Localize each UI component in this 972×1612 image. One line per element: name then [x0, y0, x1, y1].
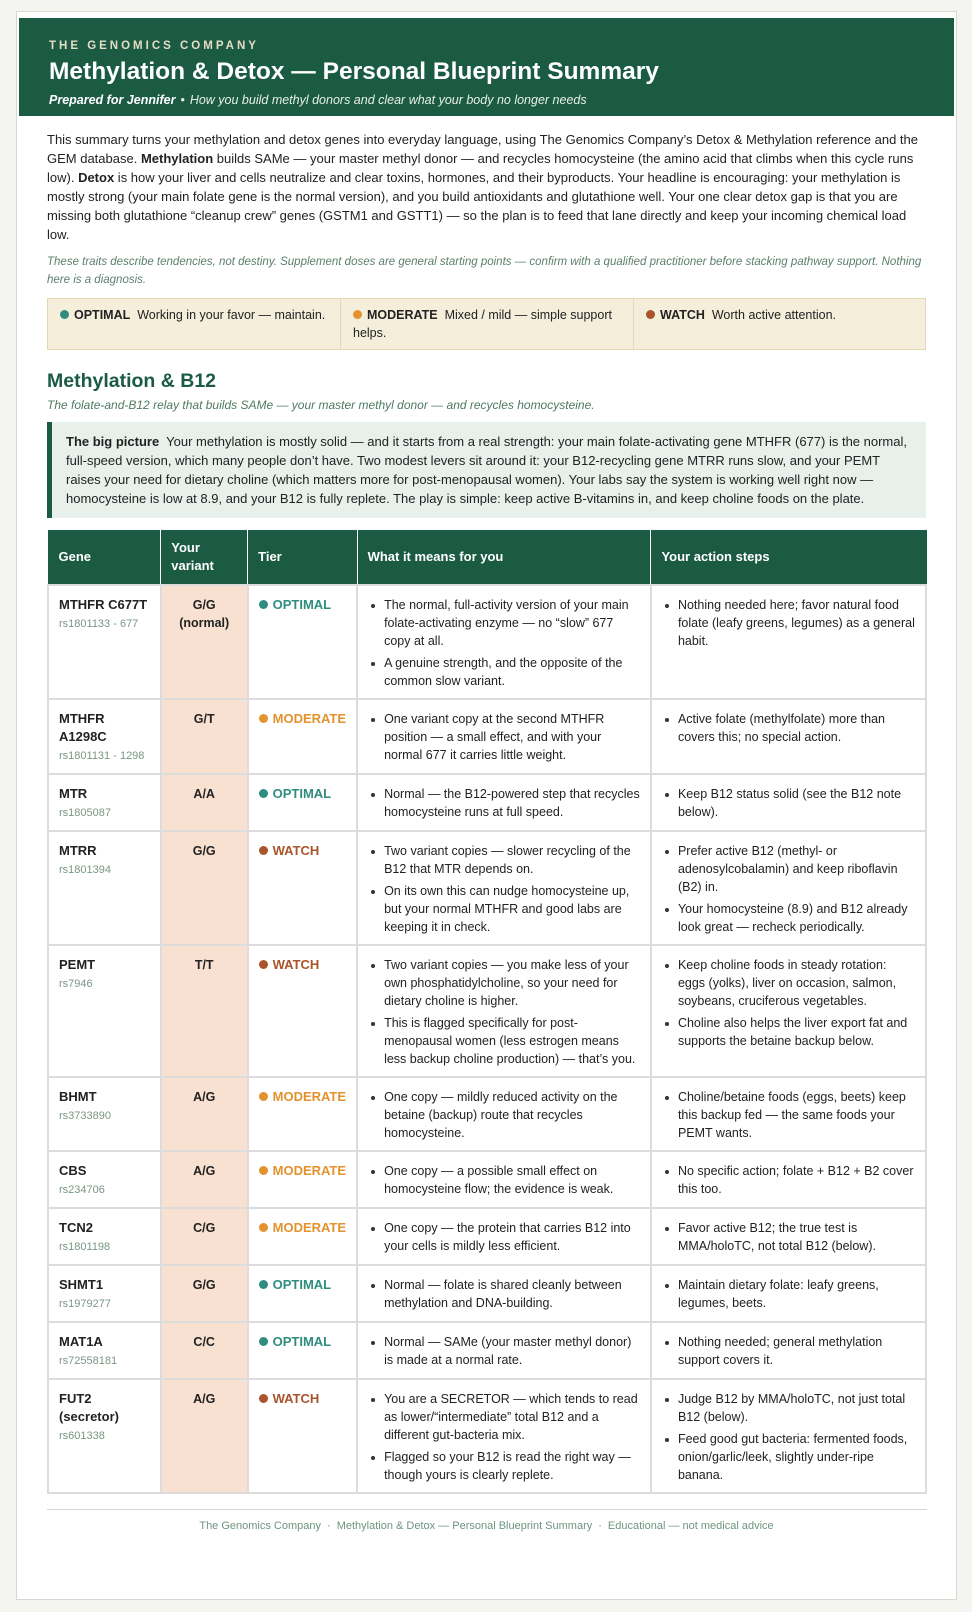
watch-dot-icon — [259, 1394, 268, 1403]
gene-rsid: rs1979277 — [59, 1298, 111, 1310]
gene-rsid: rs3733890 — [59, 1110, 111, 1122]
table-row — [48, 774, 926, 831]
gene-name — [59, 1390, 150, 1426]
actions-list — [662, 1333, 915, 1369]
gene-name-line1: TCN2 — [59, 1220, 93, 1235]
variant-genotype: A/G — [193, 1392, 216, 1406]
meaning-item: On its own this can nudge homocysteine up, but your normal MTHFR and good labs are keeping it in check. — [368, 882, 640, 936]
meaning-cell — [357, 1322, 651, 1379]
gene-name — [59, 710, 150, 746]
gene-table-body — [48, 585, 926, 1493]
intro-text-2: builds SAMe — your master methyl donor — and recycles homocysteine (the amino acid that climbs when this cycle runs low). — [47, 151, 914, 185]
optimal-dot-icon — [259, 1280, 268, 1289]
gene-cell — [48, 945, 161, 1077]
meaning-item: Normal — SAMe (your master methyl donor) is made at a normal rate. — [368, 1333, 640, 1369]
table-row — [48, 1208, 926, 1265]
gene-cell — [48, 1265, 161, 1322]
actions-cell — [651, 831, 926, 945]
tier-cell — [248, 1077, 357, 1151]
report-header — [19, 18, 954, 116]
moderate-dot-icon — [259, 1092, 268, 1101]
report-content — [17, 130, 956, 1532]
meaning-list — [368, 710, 640, 764]
action-item: Your homocysteine (8.9) and B12 already look great — recheck periodically. — [662, 900, 915, 936]
variant-genotype: G/G — [192, 1278, 216, 1292]
actions-list — [662, 1276, 915, 1312]
meaning-cell — [357, 945, 651, 1077]
gene-name-line1: MTRR — [59, 843, 97, 858]
gene-rsid: rs1805087 — [59, 807, 111, 819]
section-subtitle: The folate-and-B12 relay that builds SAMe — your master methyl donor — and recycles homocysteine. — [47, 398, 595, 412]
gene-name-line1: BHMT — [59, 1089, 97, 1104]
variant-genotype: G/T — [193, 712, 215, 726]
meaning-cell — [357, 1379, 651, 1493]
gene-name — [59, 1219, 150, 1237]
gene-rsid: rs1801198 — [59, 1241, 111, 1253]
gene-cell — [48, 699, 161, 774]
col-header-meaning: What it means for you — [357, 530, 651, 585]
meaning-item: One copy — the protein that carries B12 into your cells is mildly less efficient. — [368, 1219, 640, 1255]
meaning-list — [368, 1276, 640, 1312]
gene-cell — [48, 831, 161, 945]
legend-moderate — [341, 299, 634, 349]
actions-list — [662, 596, 915, 650]
actions-cell — [651, 774, 926, 831]
meaning-item: Two variant copies — slower recycling of the B12 that MTR depends on. — [368, 842, 640, 878]
meaning-list — [368, 1219, 640, 1255]
meaning-item: One copy — a possible small effect on homocysteine flow; the evidence is weak. — [368, 1162, 640, 1198]
gene-rsid: rs1801133 - 677 — [59, 618, 139, 630]
gene-cell — [48, 585, 161, 699]
action-item: Keep choline foods in steady rotation: eggs (yolks), liver on occasion, salmon, soybeans, cruciferous vegetables. — [662, 956, 915, 1010]
actions-cell — [651, 1322, 926, 1379]
gene-table — [47, 530, 927, 1494]
gene-name-line1: MAT1A — [59, 1334, 103, 1349]
tier-cell — [248, 1379, 357, 1493]
variant-genotype: A/G — [193, 1164, 216, 1178]
tier-label: WATCH — [272, 843, 320, 858]
meaning-cell — [357, 1151, 651, 1208]
tier-label: MODERATE — [272, 1220, 347, 1235]
tier-label: OPTIMAL — [272, 786, 332, 801]
variant-cell — [161, 699, 248, 774]
variant-cell — [161, 1151, 248, 1208]
meaning-cell — [357, 1077, 651, 1151]
moderate-dot-icon — [259, 1166, 268, 1175]
action-item: Feed good gut bacteria: fermented foods, onion/garlic/leek, slightly under-ripe banana. — [662, 1430, 915, 1484]
meaning-cell — [357, 1265, 651, 1322]
variant-cell — [161, 1265, 248, 1322]
variant-cell — [161, 1379, 248, 1493]
methylation-term: Methylation — [140, 151, 214, 166]
gene-name — [59, 1276, 150, 1294]
meaning-list — [368, 1088, 640, 1142]
variant-genotype: T/T — [194, 958, 214, 972]
report-footer — [47, 1520, 926, 1532]
variant-cell — [161, 1322, 248, 1379]
moderate-dot-icon — [259, 714, 268, 723]
footer-company: The Genomics Company — [199, 1520, 322, 1532]
detox-term: Detox — [78, 170, 115, 185]
tier-cell — [248, 1151, 357, 1208]
gene-cell — [48, 1379, 161, 1493]
action-item: Choline also helps the liver export fat and supports the betaine backup below. — [662, 1014, 915, 1050]
footer-disclaimer: Educational — not medical advice — [607, 1520, 774, 1532]
gene-cell — [48, 1208, 161, 1265]
meaning-item: Normal — folate is shared cleanly between methylation and DNA-building. — [368, 1276, 640, 1312]
intro-paragraph — [47, 130, 926, 244]
optimal-dot-icon — [60, 310, 69, 319]
variant-note: (normal) — [179, 616, 230, 630]
col-header-variant — [161, 530, 248, 585]
actions-cell — [651, 945, 926, 1077]
watch-dot-icon — [259, 846, 268, 855]
action-item: Maintain dietary folate: leafy greens, legumes, beets. — [662, 1276, 915, 1312]
gene-name-line1: SHMT1 — [59, 1277, 104, 1292]
gene-name — [59, 956, 150, 974]
big-picture-callout — [47, 422, 926, 518]
moderate-dot-icon — [259, 1223, 268, 1232]
meaning-cell — [357, 699, 651, 774]
actions-list — [662, 1219, 915, 1255]
report-tagline: How you build methyl donors and clear what your body no longer needs — [189, 93, 587, 107]
tier-cell — [248, 1208, 357, 1265]
actions-cell — [651, 1151, 926, 1208]
action-item: Active folate (methylfolate) more than covers this; no special action. — [662, 710, 915, 746]
footer-divider — [47, 1509, 927, 1510]
actions-list — [662, 842, 915, 936]
tier-label: OPTIMAL — [272, 597, 332, 612]
gene-name-line1: MTHFR — [59, 711, 105, 726]
legend-label: WATCH — [660, 308, 705, 322]
legend-desc: Working in your favor — maintain. — [137, 308, 326, 322]
table-row — [48, 585, 926, 699]
tier-label: MODERATE — [272, 1089, 347, 1104]
variant-genotype: G/G — [192, 598, 216, 612]
table-row — [48, 1379, 926, 1493]
meaning-cell — [357, 831, 651, 945]
actions-cell — [651, 585, 926, 699]
gene-rsid: rs7946 — [59, 978, 93, 990]
gene-name — [59, 1088, 150, 1106]
big-picture-text: Your methylation is mostly solid — and it starts from a real strength: your main folate-activating gene MTHFR (677) is the normal, full-speed version, which many people don’t have. Two modest levers sit around it: your B12-recycling gene MTRR runs slow, and your PEMT raises your need for dietary choline (which matters more for post-menopausal women). Your labs say the system is working well right now — homocysteine is low at 8.9, and your B12 is fully replete. The play is simple: keep active B-vitamins in, and keep choline foods on the plate. — [66, 434, 907, 506]
variant-cell — [161, 1077, 248, 1151]
actions-list — [662, 710, 915, 746]
gene-cell — [48, 1322, 161, 1379]
action-item: Nothing needed; general methylation support covers it. — [662, 1333, 915, 1369]
table-row — [48, 1151, 926, 1208]
action-item: Judge B12 by MMA/holoTC, not just total B12 (below). — [662, 1390, 915, 1426]
watch-dot-icon — [646, 310, 655, 319]
optimal-dot-icon — [259, 789, 268, 798]
gene-name-line1: PEMT — [59, 957, 96, 972]
gene-rsid: rs1801131 - 1298 — [59, 750, 145, 762]
tier-cell — [248, 585, 357, 699]
actions-cell — [651, 1208, 926, 1265]
variant-genotype: C/G — [193, 1221, 216, 1235]
report-title: Methylation & Detox — Personal Blueprint Summary — [49, 58, 659, 85]
optimal-dot-icon — [259, 600, 268, 609]
action-item: Nothing needed here; favor natural food folate (leafy greens, legumes) as a general habit. — [662, 596, 915, 650]
gene-cell — [48, 1077, 161, 1151]
action-item: No specific action; folate + B12 + B2 cover this too. — [662, 1162, 915, 1198]
actions-list — [662, 1162, 915, 1198]
legend-label: MODERATE — [367, 308, 438, 322]
legend-optimal — [48, 299, 341, 349]
gene-name-line1: FUT2 — [59, 1391, 92, 1406]
gene-rsid: rs234706 — [59, 1184, 105, 1196]
legend-label: OPTIMAL — [74, 308, 131, 322]
meaning-item: This is flagged specifically for post-menopausal women (less estrogen means less backup choline production) — that’s you. — [368, 1014, 640, 1068]
footer-separator: · — [327, 1520, 331, 1532]
actions-cell — [651, 699, 926, 774]
meaning-item: Flagged so your B12 is read the right way — though yours is clearly replete. — [368, 1448, 640, 1484]
footer-separator: · — [598, 1520, 602, 1532]
actions-list — [662, 1390, 915, 1484]
tier-cell — [248, 699, 357, 774]
report-page — [16, 11, 957, 1600]
tier-label: MODERATE — [272, 1163, 347, 1178]
gene-name-line1: MTR — [59, 786, 88, 801]
gene-name — [59, 1333, 150, 1351]
table-row — [48, 699, 926, 774]
meaning-cell — [357, 774, 651, 831]
tier-legend — [47, 298, 926, 350]
variant-cell — [161, 945, 248, 1077]
gene-name — [59, 1162, 150, 1180]
action-item: Prefer active B12 (methyl- or adenosylcobalamin) and keep riboflavin (B2) in. — [662, 842, 915, 896]
disclaimer: These traits describe tendencies, not destiny. Supplement doses are general starting points — confirm with a qualified practitioner before stacking pathway support. Nothing here is a diagnosis. — [47, 256, 922, 286]
meaning-item: One variant copy at the second MTHFR position — a small effect, and with your normal 677 it carries little weight. — [368, 710, 640, 764]
gene-name-line2: (secretor) — [59, 1409, 119, 1424]
variant-cell — [161, 774, 248, 831]
meaning-item: The normal, full-activity version of your main folate-activating enzyme — no “slow” 677 copy at all. — [368, 596, 640, 650]
intro-text-1: This summary turns your methylation and detox genes into everyday language, using The Genomics Company’s Detox & Methylation reference and the GEM database. — [47, 132, 918, 166]
gene-name — [59, 785, 150, 803]
tier-label: OPTIMAL — [272, 1277, 332, 1292]
meaning-list — [368, 1162, 640, 1198]
gene-rsid: rs601338 — [59, 1430, 105, 1442]
table-row — [48, 831, 926, 945]
table-row — [48, 945, 926, 1077]
tier-label: OPTIMAL — [272, 1334, 332, 1349]
tier-cell — [248, 1322, 357, 1379]
meaning-item: A genuine strength, and the opposite of the common slow variant. — [368, 654, 640, 690]
meaning-item: Normal — the B12-powered step that recycles homocysteine runs at full speed. — [368, 785, 640, 821]
actions-cell — [651, 1265, 926, 1322]
meaning-list — [368, 956, 640, 1068]
meaning-list — [368, 1390, 640, 1484]
tier-cell — [248, 774, 357, 831]
meaning-cell — [357, 585, 651, 699]
col-header-actions: Your action steps — [651, 530, 926, 585]
tier-cell — [248, 1265, 357, 1322]
col-header-tier: Tier — [248, 530, 357, 585]
gene-rsid: rs72558181 — [59, 1355, 118, 1367]
legend-desc: Worth active attention. — [711, 308, 836, 322]
variant-genotype: G/G — [192, 844, 216, 858]
table-header-row — [48, 530, 926, 585]
tier-label: WATCH — [272, 957, 320, 972]
col-header-variant-line2: variant — [171, 558, 214, 573]
table-row — [48, 1322, 926, 1379]
meaning-list — [368, 842, 640, 936]
gene-cell — [48, 774, 161, 831]
section-title: Methylation & B12 — [47, 370, 217, 392]
gene-name-line1: CBS — [59, 1163, 87, 1178]
actions-cell — [651, 1077, 926, 1151]
meaning-list — [368, 596, 640, 690]
gene-name — [59, 842, 150, 860]
gene-cell — [48, 1151, 161, 1208]
variant-genotype: A/A — [193, 787, 215, 801]
table-row — [48, 1077, 926, 1151]
gene-name-line2: A1298C — [59, 729, 107, 744]
optimal-dot-icon — [259, 1337, 268, 1346]
action-item: Favor active B12; the true test is MMA/holoTC, not total B12 (below). — [662, 1219, 915, 1255]
legend-watch — [634, 299, 925, 349]
actions-list — [662, 1088, 915, 1142]
variant-cell — [161, 1208, 248, 1265]
meaning-item: You are a SECRETOR — which tends to read as lower/“intermediate” total B12 and a different gut-bacteria mix. — [368, 1390, 640, 1444]
report-subline — [49, 93, 924, 107]
big-picture-label: The big picture — [66, 434, 160, 449]
footer-doc-title: Methylation & Detox — Personal Blueprint Summary — [336, 1520, 593, 1532]
actions-cell — [651, 1379, 926, 1493]
meaning-list — [368, 785, 640, 821]
gene-rsid: rs1801394 — [59, 864, 111, 876]
intro-text-3: is how your liver and cells neutralize and clear toxins, hormones, and their byproducts. Your headline is encouraging: your methylation is mostly strong (your main folate gene is the normal version), and you build antioxidants and glutathione well. Your one clear detox gap is that you are missing both glutathione “cleanup crew” genes (GSTM1 and GSTT1) — so the plan is to feed that lane directly and keep your incoming chemical load low. — [47, 170, 907, 242]
actions-list — [662, 956, 915, 1050]
variant-cell — [161, 585, 248, 699]
gene-name — [59, 596, 150, 614]
meaning-item: Two variant copies — you make less of your own phosphatidylcholine, so your need for dietary choline is higher. — [368, 956, 640, 1010]
meaning-list — [368, 1333, 640, 1369]
col-header-gene: Gene — [48, 530, 161, 585]
tier-cell — [248, 945, 357, 1077]
meaning-cell — [357, 1208, 651, 1265]
legend-desc: Mixed / mild — simple support helps. — [353, 308, 612, 340]
gene-name-line1: MTHFR C677T — [59, 597, 148, 612]
variant-genotype: C/C — [193, 1335, 215, 1349]
moderate-dot-icon — [353, 310, 362, 319]
variant-cell — [161, 831, 248, 945]
brand-name: THE GENOMICS COMPANY — [49, 40, 259, 52]
col-header-variant-line1: Your — [171, 540, 200, 555]
tier-cell — [248, 831, 357, 945]
subline-separator: • — [180, 93, 185, 107]
prepared-for: Prepared for Jennifer — [49, 93, 176, 107]
action-item: Keep B12 status solid (see the B12 note below). — [662, 785, 915, 821]
meaning-item: One copy — mildly reduced activity on the betaine (backup) route that recycles homocysteine. — [368, 1088, 640, 1142]
tier-label: WATCH — [272, 1391, 320, 1406]
watch-dot-icon — [259, 960, 268, 969]
tier-label: MODERATE — [272, 711, 347, 726]
action-item: Choline/betaine foods (eggs, beets) keep this backup fed — the same foods your PEMT wants. — [662, 1088, 915, 1142]
variant-genotype: A/G — [193, 1090, 216, 1104]
actions-list — [662, 785, 915, 821]
table-row — [48, 1265, 926, 1322]
